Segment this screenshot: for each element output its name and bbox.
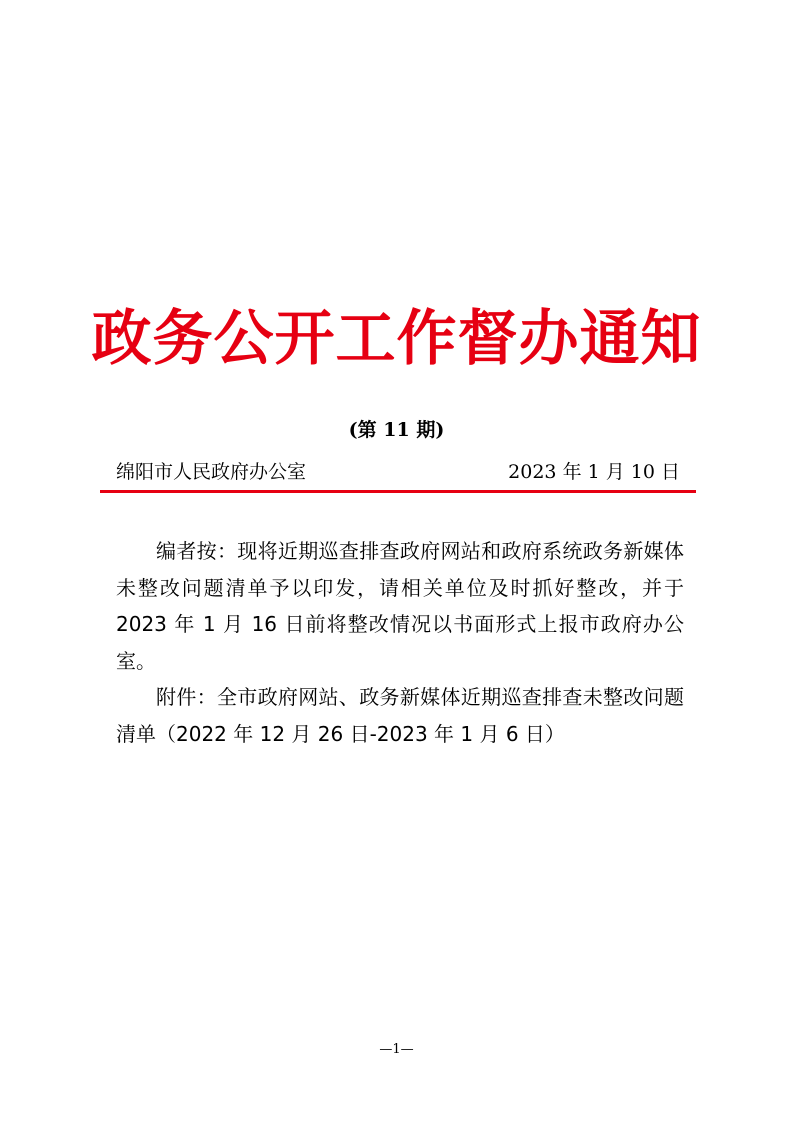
- red-divider-line: [100, 490, 696, 493]
- issuing-office: 绵阳市人民政府办公室: [116, 461, 307, 483]
- issue-number: (第 11 期): [348, 419, 445, 441]
- attachment-paragraph: 附件：全市政府网站、政务新媒体近期巡查排查未整改问题清单（2022 年 12 月 26 日-2023 年 1 月 6 日）: [116, 685, 684, 746]
- document-body: [116, 533, 684, 752]
- document-title: 政务公开工作督办通知: [91, 304, 702, 374]
- issue-date: 2023 年 1 月 10 日: [508, 461, 680, 483]
- page-number: —1—: [379, 1042, 414, 1057]
- editor-note-paragraph: 编者按：现将近期巡查排查政府网站和政府系统政务新媒体未整改问题清单予以印发，请相关单位及时抓好整改，并于 2023 年 1 月 16 日前将整改情况以书面形式上报市政府办公室。: [116, 539, 684, 673]
